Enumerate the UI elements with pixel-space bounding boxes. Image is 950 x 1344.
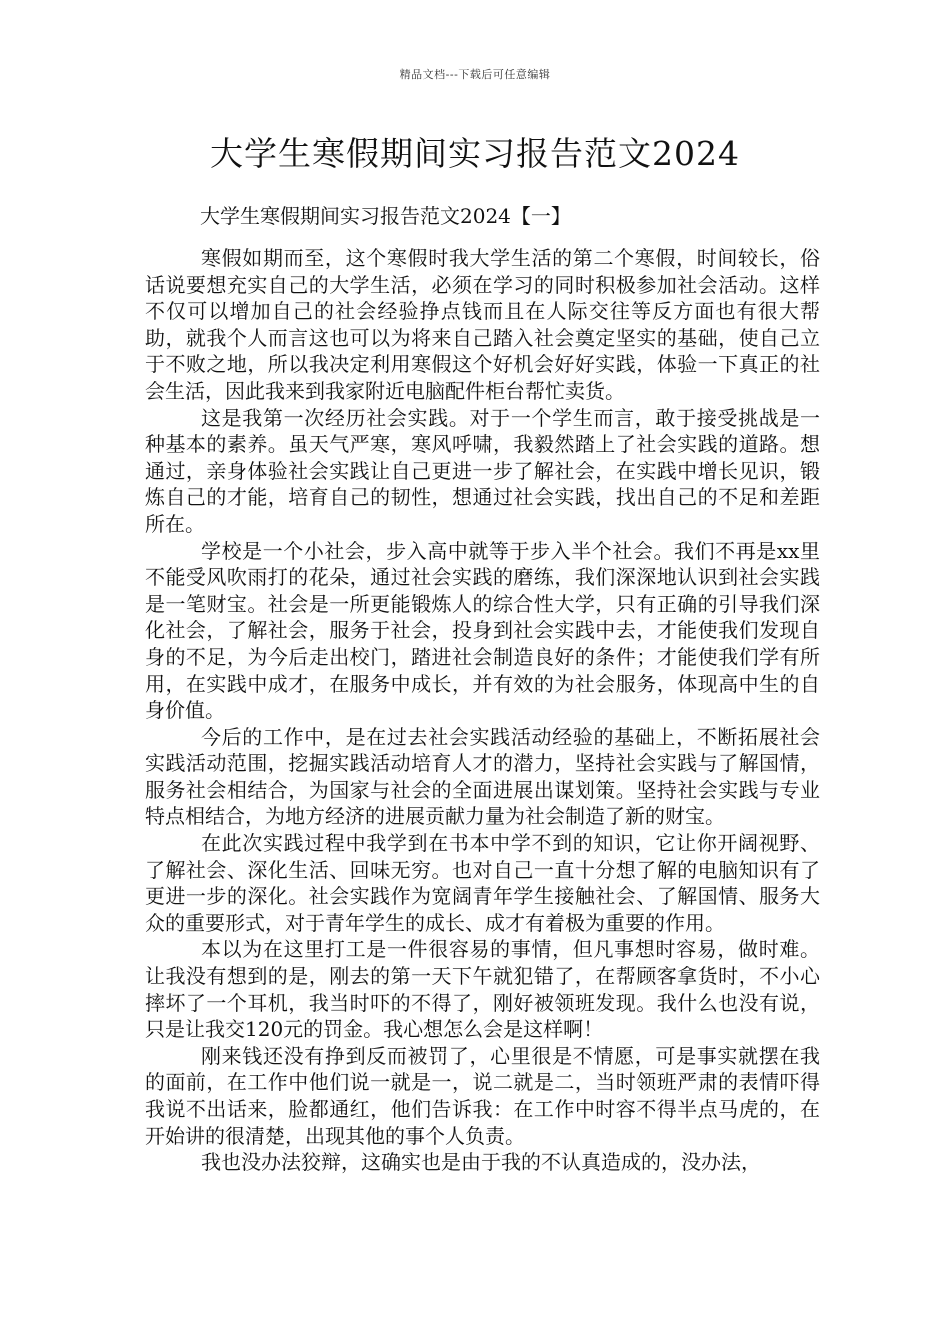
paragraph: 本以为在这里打工是一件很容易的事情，但凡事想时容易，做时难。让我没有想到的是，刚去的第一天下午就犯错了，在帮顾客拿货时，不小心摔坏了一个耳机，我当时吓的不得了，刚好被领班发现。我什么也没有说，只是让我交120元的罚金。我心想怎么会是这样啊！	[145, 937, 820, 1042]
document-subtitle: 大学生寒假期间实习报告范文2024【一】	[200, 204, 571, 228]
paragraph: 寒假如期而至，这个寒假时我大学生活的第二个寒假，时间较长，俗话说要想充实自己的大学生活，必须在学习的同时积极参加社会活动。这样不仅可以增加自己的社会经验挣点钱而且在人际交往等反方面也有很大帮助，就我个人而言这也可以为将来自己踏入社会奠定坚实的基础，使自己立于不败之地，所以我决定利用寒假这个好机会好好实践，体验一下真正的社会生活，因此我来到我家附近电脑配件柜台帮忙卖货。	[145, 246, 820, 403]
paragraph: 刚来钱还没有挣到反而被罚了，心里很是不情愿，可是事实就摆在我的面前，在工作中他们说一就是一，说二就是二，当时领班严肃的表情吓得我说不出话来，脸都通红，他们告诉我：在工作中时容不得半点马虎的，在开始讲的很清楚，出现其他的事个人负责。	[145, 1043, 820, 1148]
paragraph: 学校是一个小社会，步入高中就等于步入半个社会。我们不再是xx里不能受风吹雨打的花朵，通过社会实践的磨练，我们深深地认识到社会实践是一笔财宝。社会是一所更能锻炼人的综合性大学，只有正确的引导我们深化社会，了解社会，服务于社会，投身到社会实践中去，才能使我们发现自身的不足，为今后走出校门，踏进社会制造良好的条件；才能使我们学有所用，在实践中成才，在服务中成长，并有效的为社会服务，体现高中生的自身价值。	[145, 538, 820, 723]
paragraph: 这是我第一次经历社会实践。对于一个学生而言，敢于接受挑战是一种基本的素养。虽天气严寒，寒风呼啸，我毅然踏上了社会实践的道路。想通过，亲身体验社会实践让自己更进一步了解社会，在实践中增长见识，锻炼自己的才能，培育自己的韧性，想通过社会实践，找出自己的不足和差距所在。	[145, 405, 820, 536]
paragraph: 今后的工作中，是在过去社会实践活动经验的基础上，不断拓展社会实践活动范围，挖掘实践活动培育人才的潜力，坚持社会实践与了解国情，服务社会相结合，为国家与社会的全面进展出谋划策。坚持社会实践与专业特点相结合，为地方经济的进展贡献力量为社会制造了新的财宝。	[145, 724, 820, 829]
document-title: 大学生寒假期间实习报告范文2024	[210, 134, 740, 173]
paragraph: 我也没办法狡辩，这确实也是由于我的不认真造成的，没办法，	[201, 1150, 761, 1175]
header-note: 精品文档---下载后可任意编辑	[399, 68, 551, 81]
paragraph: 在此次实践过程中我学到在书本中学不到的知识，它让你开阔视野、了解社会、深化生活、回味无穷。也对自己一直十分想了解的电脑知识有了更进一步的深化。社会实践作为宽阔青年学生接触社会、了解国情、服务大众的重要形式，对于青年学生的成长、成才有着极为重要的作用。	[145, 831, 820, 935]
document-body	[145, 245, 820, 1176]
